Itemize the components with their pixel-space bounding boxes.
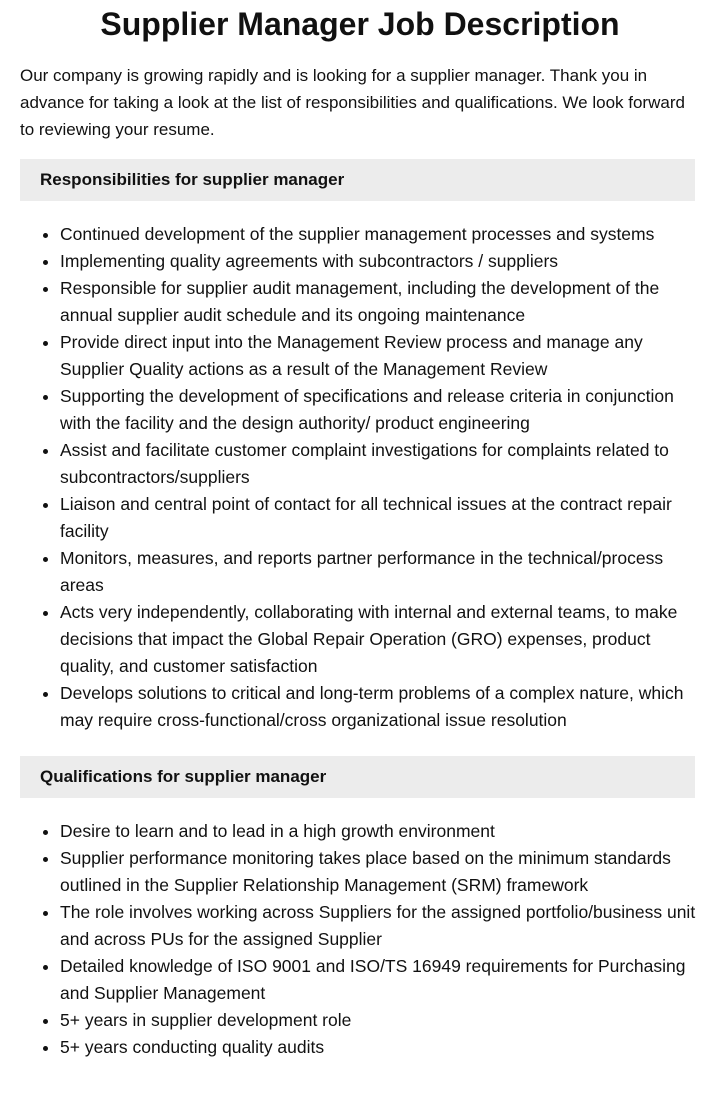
- list-item: • The role involves working across Suppliers for the assigned portfolio/business unit and across PUs for the assigned Supplier: [60, 899, 700, 953]
- page-title: Supplier Manager Job Description: [100, 6, 620, 42]
- intro-text: Our company is growing rapidly and is looking for a supplier manager. Thank you in advance for taking a look at the list of responsibilities and qualifications. We look forward to reviewing your resume.: [20, 66, 685, 139]
- list-item: • Responsible for supplier audit management, including the development of the annual supplier audit schedule and its ongoing maintenance: [60, 275, 700, 329]
- list-item: • Monitors, measures, and reports partner performance in the technical/process areas: [60, 545, 700, 599]
- responsibilities-list: [20, 221, 700, 734]
- responsibilities-heading: Responsibilities for supplier manager: [20, 159, 695, 201]
- list-item: • Supplier performance monitoring takes place based on the minimum standards outlined in the Supplier Relationship Management (SRM) framework: [60, 845, 700, 899]
- list-item: • Develops solutions to critical and long-term problems of a complex nature, which may require cross-functional/cross organizational issue resolution: [60, 680, 700, 734]
- list-item: • 5+ years conducting quality audits: [60, 1034, 700, 1061]
- list-item: • Assist and facilitate customer complaint investigations for complaints related to subcontractors/suppliers: [60, 437, 700, 491]
- list-item: • Desire to learn and to lead in a high growth environment: [60, 818, 700, 845]
- list-item: • Provide direct input into the Management Review process and manage any Supplier Quality actions as a result of the Management Review: [60, 329, 700, 383]
- list-item: • Implementing quality agreements with subcontractors / suppliers: [60, 248, 700, 275]
- list-item: • 5+ years in supplier development role: [60, 1007, 700, 1034]
- list-item: • Liaison and central point of contact for all technical issues at the contract repair facility: [60, 491, 700, 545]
- list-item: • Acts very independently, collaborating with internal and external teams, to make decisions that impact the Global Repair Operation (GRO) expenses, product quality, and customer satisfaction: [60, 599, 700, 680]
- list-item: • Supporting the development of specifications and release criteria in conjunction with the facility and the design authority/ product engineering: [60, 383, 700, 437]
- qualifications-heading: Qualifications for supplier manager: [20, 756, 695, 798]
- list-item: • Continued development of the supplier management processes and systems: [60, 221, 700, 248]
- qualifications-list: [20, 818, 700, 1061]
- list-item: • Detailed knowledge of ISO 9001 and ISO/TS 16949 requirements for Purchasing and Supplier Management: [60, 953, 700, 1007]
